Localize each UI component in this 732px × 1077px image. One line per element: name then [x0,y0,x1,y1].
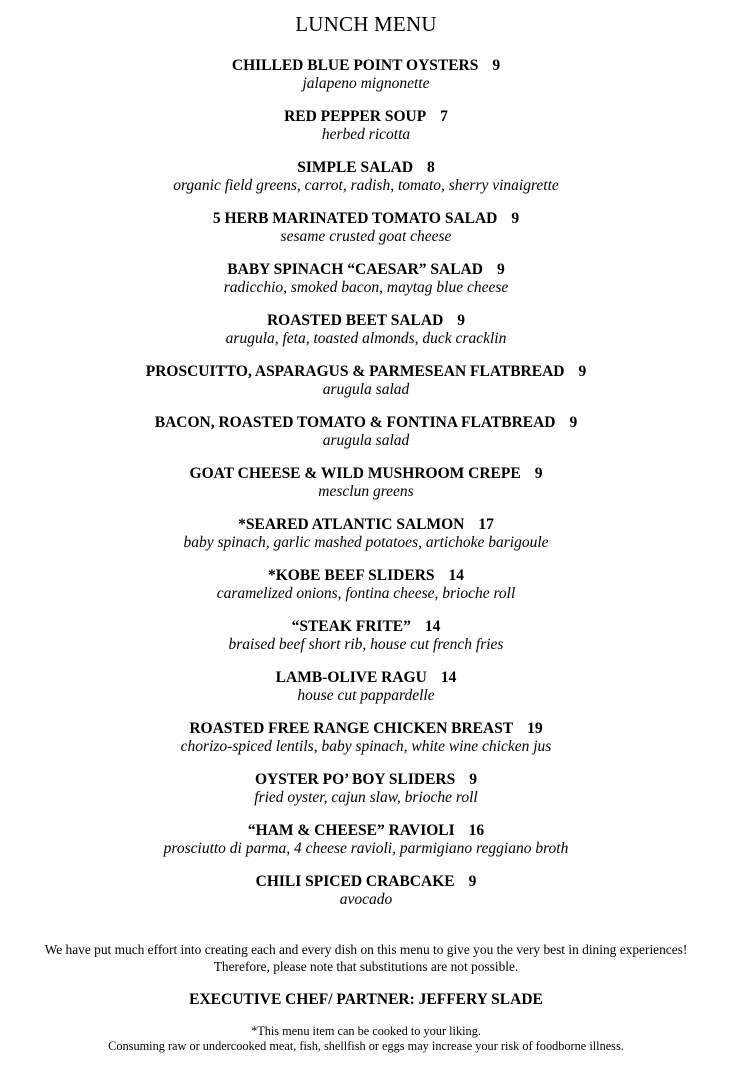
menu-title: LUNCH MENU [295,12,437,36]
menu-item-description: jalapeno mignonette [302,75,430,92]
menu-item [0,413,732,464]
menu-item [0,515,732,566]
menu-item-heading [0,668,732,687]
menu-item-description: prosciutto di parma, 4 cheese ravioli, parmigiano reggiano broth [163,840,569,857]
menu-item-heading [0,617,732,636]
menu-item-description: arugula salad [322,381,410,398]
menu-item-name: ROASTED FREE RANGE CHICKEN BREAST [189,720,514,737]
menu-item-price: 9 [496,261,505,278]
menu-item [0,362,732,413]
menu-item [0,56,732,107]
menu-item [0,770,732,821]
menu-item-description: sesame crusted goat cheese [280,228,452,245]
menu-item-heading [0,872,732,891]
disclaimer-line: *This menu item can be cooked to your liking. [251,1024,481,1038]
menu-item-heading [0,260,732,279]
menu-item-heading [0,158,732,177]
menu-item-price: 14 [440,669,457,686]
disclaimer-line: Consuming raw or undercooked meat, fish, shellfish or eggs may increase your risk of foodborne illness. [108,1039,624,1053]
menu-item-heading [0,209,732,228]
menu-item-name: SIMPLE SALAD [297,159,414,176]
menu-item-name: BACON, ROASTED TOMATO & FONTINA FLATBREAD [154,414,556,431]
menu-item-name: CHILLED BLUE POINT OYSTERS [231,57,479,74]
menu-item [0,719,732,770]
menu-item [0,821,732,872]
menu-item-price: 8 [427,159,435,176]
substitution-note-line: We have put much effort into creating each and every dish on this menu to give you the very best in dining experiences! [44,942,688,957]
menu-item-name: “HAM & CHEESE” RAVIOLI [247,822,455,839]
food-safety-disclaimer [0,1024,732,1054]
menu-item-price: 9 [578,363,587,380]
menu-item-heading [0,566,732,585]
menu-item-price: 9 [492,57,501,74]
menu-item-name: 5 HERB MARINATED TOMATO SALAD [212,210,498,227]
menu-item-price: 9 [469,771,477,788]
menu-item-price: 17 [478,516,494,533]
menu-item-heading [0,719,732,738]
menu-item-description: braised beef short rib, house cut french fries [228,636,504,653]
menu-item-heading [0,464,732,483]
menu-item [0,668,732,719]
menu-item-heading [0,362,732,381]
menu-item-price: 14 [424,618,441,635]
menu-item [0,311,732,362]
menu-item-name: *SEARED ATLANTIC SALMON [238,516,465,533]
menu-item-name: “STEAK FRITE” [291,618,411,635]
menu-item-name: PROSCUITTO, ASPARAGUS & PARMESEAN FLATBREAD [145,363,565,380]
menu-item-price: 9 [569,414,578,431]
menu-item-description: fried oyster, cajun slaw, brioche roll [254,789,478,806]
menu-item [0,209,732,260]
executive-chef-credit: EXECUTIVE CHEF/ PARTNER: JEFFERY SLADE [189,991,543,1008]
menu-item-heading [0,311,732,330]
menu-item [0,260,732,311]
menu-item-name: CHILI SPICED CRABCAKE [255,873,455,890]
menu-item-heading [0,821,732,840]
menu-item-list [0,56,732,923]
menu-item-description: herbed ricotta [321,126,411,143]
menu-item [0,872,732,923]
menu-item-description: chorizo-spiced lentils, baby spinach, white wine chicken jus [180,738,552,755]
menu-item-price: 9 [468,873,477,890]
menu-item-name: GOAT CHEESE & WILD MUSHROOM CREPE [189,465,521,482]
menu-item-name: OYSTER PO’ BOY SLIDERS [254,771,456,788]
menu-item-price: 19 [527,720,543,737]
menu-item-heading [0,770,732,789]
menu-item-heading [0,56,732,75]
menu-item-description: baby spinach, garlic mashed potatoes, artichoke barigoule [183,534,549,551]
menu-item-description: house cut pappardelle [297,687,435,704]
menu-item-heading [0,107,732,126]
menu-item-description: organic field greens, carrot, radish, tomato, sherry vinaigrette [173,177,559,194]
menu-item [0,617,732,668]
menu-item-description: arugula, feta, toasted almonds, duck cracklin [225,330,507,347]
menu-item-heading [0,515,732,534]
menu-item-description: caramelized onions, fontina cheese, brioche roll [216,585,516,602]
menu-item [0,158,732,209]
menu-item [0,107,732,158]
menu-item [0,464,732,515]
menu-item [0,566,732,617]
menu-item-description: avocado [339,891,393,908]
menu-item-price: 9 [511,210,520,227]
menu-item-name: *KOBE BEEF SLIDERS [267,567,435,584]
substitution-note-line: Therefore, please note that substitutions are not possible. [213,959,519,974]
menu-item-price: 7 [440,108,448,125]
menu-item-price: 9 [534,465,543,482]
menu-item-price: 9 [457,312,466,329]
menu-item-name: ROASTED BEET SALAD [266,312,444,329]
menu-item-price: 16 [468,822,485,839]
menu-item-description: radicchio, smoked bacon, maytag blue cheese [223,279,509,296]
menu-item-name: LAMB-OLIVE RAGU [275,669,427,686]
menu-item-description: arugula salad [322,432,410,449]
menu-item-price: 14 [448,567,465,584]
menu-item-heading [0,413,732,432]
menu-item-name: RED PEPPER SOUP [284,108,427,125]
substitution-note [0,941,732,975]
menu-item-description: mesclun greens [318,483,414,500]
menu-item-name: BABY SPINACH “CAESAR” SALAD [227,261,483,278]
